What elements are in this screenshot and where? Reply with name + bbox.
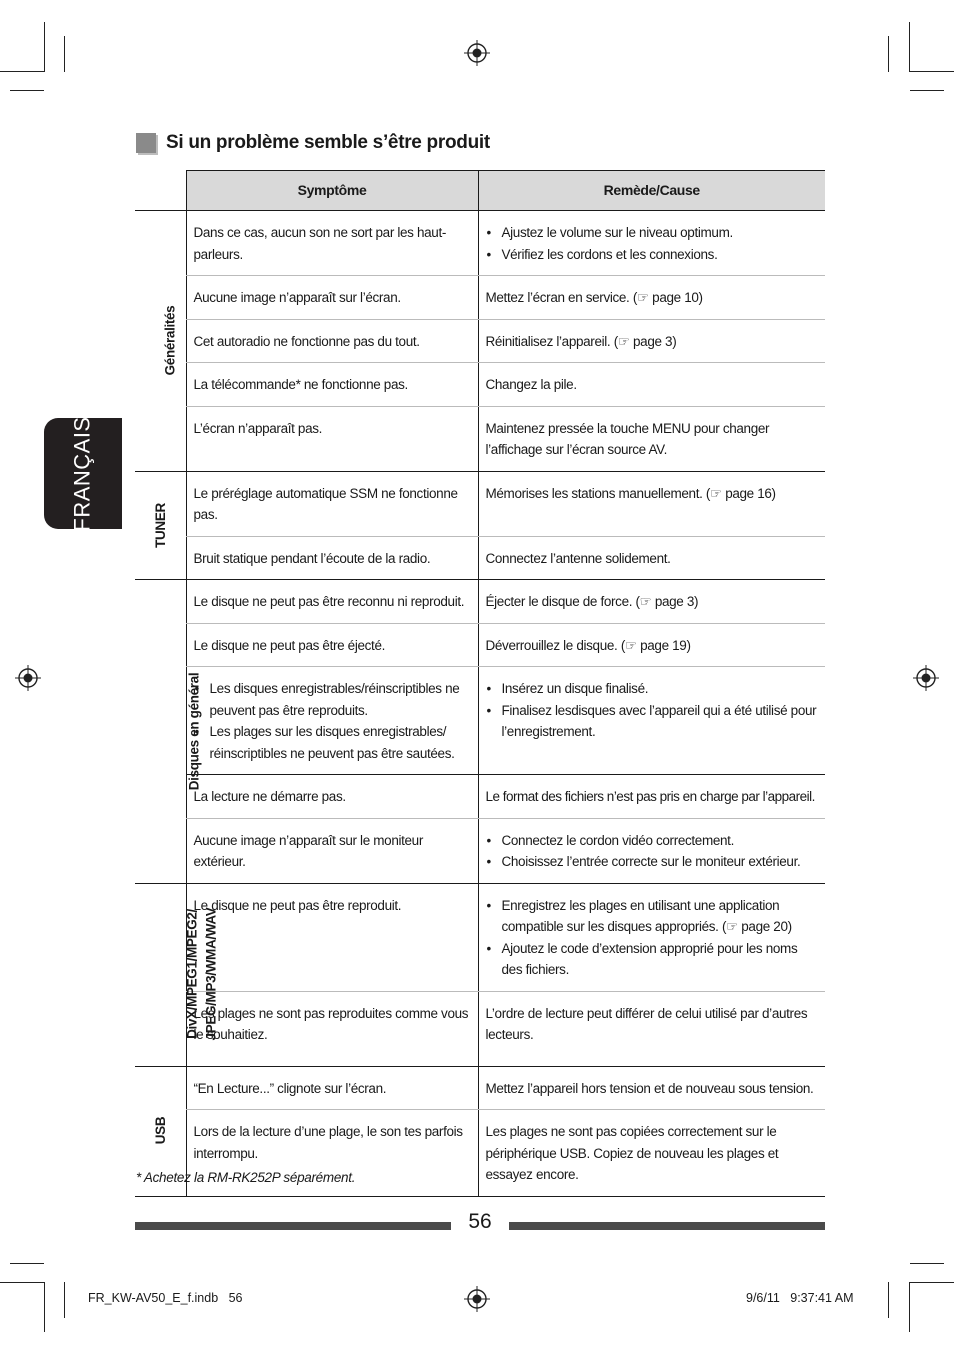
list-item: • Connectez le cordon vidéo correctement. xyxy=(486,830,820,852)
table-row xyxy=(135,580,825,624)
crop-mark xyxy=(44,22,45,72)
symptom-cell: Les plages ne sont pas reproduites comme vous le souhaitiez. xyxy=(186,991,478,1066)
remedy-cell: L’ordre de lecture peut différer de celui utilisé par d’autres lecteurs. xyxy=(478,991,825,1066)
remedy-cell: Le format des fichiers n’est pas pris en charge par l’appareil. xyxy=(478,775,825,819)
list-item: • Enregistrez les plages en utilisant une application compatible sur les disques appropriés. (☞ page 20) xyxy=(486,895,820,938)
crop-mark xyxy=(910,1282,954,1283)
crop-mark xyxy=(909,22,910,72)
table-row xyxy=(135,211,825,276)
registration-mark-icon xyxy=(913,665,939,691)
remedy-cell: Mettez l’écran en service. (☞ page 10) xyxy=(478,276,825,320)
table-row xyxy=(135,883,825,991)
heading-marker-icon xyxy=(136,133,156,153)
table-header-row xyxy=(135,171,825,211)
print-slug-file: FR_KW-AV50_E_f.indb 56 xyxy=(88,1291,243,1305)
remedy-cell: Éjecter le disque de force. (☞ page 3) xyxy=(478,580,825,624)
symptom-cell: Le disque ne peut pas être reproduit. xyxy=(186,883,478,991)
list-item: • Ajustez le volume sur le niveau optimum. xyxy=(486,222,820,244)
symptom-cell xyxy=(186,667,478,775)
symptom-cell: Aucune image n’apparaît sur le moniteur extérieur. xyxy=(186,818,478,883)
crop-mark xyxy=(910,1263,944,1264)
list-item: • Les disques enregistrables/réinscriptibles ne peuvent pas être reproduits. xyxy=(194,678,472,721)
crop-mark xyxy=(0,71,44,72)
symptom-cell: Cet autoradio ne fonctionne pas du tout. xyxy=(186,319,478,363)
registration-mark-icon xyxy=(464,40,490,66)
category-label-line: JPEG/MP3/WMA/WAV xyxy=(203,907,219,1041)
table-row xyxy=(135,667,825,775)
remedy-cell: Mémorises les stations manuellement. (☞ page 16) xyxy=(478,471,825,536)
category-label xyxy=(182,907,220,1040)
table-row xyxy=(135,1066,825,1110)
category-cell xyxy=(135,883,219,1066)
table-row xyxy=(135,536,825,580)
remedy-cell: Réinitialisez l’appareil. (☞ page 3) xyxy=(478,319,825,363)
remedy-cell xyxy=(478,883,825,991)
symptom-cell: “En Lecture...” clignote sur l’écran. xyxy=(186,1066,478,1110)
category-cell xyxy=(135,580,202,884)
remedy-cell xyxy=(478,818,825,883)
page-number-bar-left xyxy=(135,1222,451,1230)
language-tab-label-wrap xyxy=(44,415,122,532)
crop-mark xyxy=(909,1282,910,1332)
table-row xyxy=(135,363,825,407)
troubleshooting-table xyxy=(135,170,825,1197)
list-item: • Finalisez lesdisques avec l’appareil qui a été utilisé pour l’enregistrement. xyxy=(486,700,820,743)
list-item: • Insérez un disque finalisé. xyxy=(486,678,820,700)
category-label: Généralités xyxy=(162,305,178,376)
symptom-cell: Aucune image n’apparaît sur l’écran. xyxy=(186,276,478,320)
section-title: Si un problème semble s’être produit xyxy=(166,132,490,153)
remedy-cell: Maintenez pressée la touche MENU pour changer l’affichage sur l’écran source AV. xyxy=(478,406,825,471)
crop-mark xyxy=(0,1282,44,1283)
remedy-header: Remède/Cause xyxy=(478,171,825,211)
symptom-cell: La lecture ne démarre pas. xyxy=(186,775,478,819)
registration-mark-icon xyxy=(15,665,41,691)
symptom-cell: Le disque ne peut pas être éjecté. xyxy=(186,623,478,667)
page-number-bar-right xyxy=(509,1222,825,1230)
print-slug-timestamp: 9/6/11 9:37:41 AM xyxy=(746,1291,854,1305)
crop-mark xyxy=(10,90,44,91)
symptom-cell: Le préréglage automatique SSM ne fonctionne pas. xyxy=(186,471,478,536)
category-label: TUNER xyxy=(152,502,168,548)
crop-mark xyxy=(910,90,944,91)
list-item: • Vérifiez les cordons et les connexions. xyxy=(486,244,820,266)
crop-mark xyxy=(888,36,889,72)
list-item: • Ajoutez le code d’extension approprié pour les noms des fichiers. xyxy=(486,938,820,981)
category-cell xyxy=(135,211,186,472)
crop-mark xyxy=(64,1282,65,1318)
symptom-cell: Le disque ne peut pas être reconnu ni reproduit. xyxy=(186,580,478,624)
symptom-cell: La télécommande* ne fonctionne pas. xyxy=(186,363,478,407)
language-tab-label: FRANÇAIS xyxy=(70,415,95,532)
page-number: 56 xyxy=(468,1210,492,1233)
symptom-cell: Bruit statique pendant l’écoute de la radio. xyxy=(186,536,478,580)
crop-mark xyxy=(888,1282,889,1318)
remedy-cell: Les plages ne sont pas copiées correctement sur le périphérique USB. Copiez de nouveau les plages et essayez encore. xyxy=(478,1110,825,1197)
table-row xyxy=(135,991,825,1066)
remedy-cell: Changez la pile. xyxy=(478,363,825,407)
table-row xyxy=(135,319,825,363)
symptom-header: Symptôme xyxy=(186,171,478,211)
crop-mark xyxy=(44,1282,45,1332)
remedy-cell: Mettez l’appareil hors tension et de nouveau sous tension. xyxy=(478,1066,825,1110)
remedy-cell: Connectez l’antenne solidement. xyxy=(478,536,825,580)
remedy-cell xyxy=(478,211,825,276)
crop-mark xyxy=(10,1263,44,1264)
symptom-cell: Lors de la lecture d’une plage, le son tes parfois interrompu. xyxy=(186,1110,478,1197)
table-row xyxy=(135,818,825,883)
category-label: Disques en général xyxy=(186,672,202,790)
crop-mark xyxy=(910,71,954,72)
symptom-cell: L’écran n’apparaît pas. xyxy=(186,406,478,471)
category-header xyxy=(135,171,186,211)
list-item: • Les plages sur les disques enregistrables/ réinscriptibles ne peuvent pas être sautées. xyxy=(194,721,472,764)
remedy-cell xyxy=(478,667,825,775)
footnote: * Achetez la RM-RK252P séparément. xyxy=(136,1170,356,1185)
category-label-line: DivX/MPEG1/MPEG2/ xyxy=(184,908,200,1039)
table-row xyxy=(135,775,825,819)
list-item: • Choisissez l’entrée correcte sur le moniteur extérieur. xyxy=(486,851,820,873)
table-row xyxy=(135,471,825,536)
remedy-cell: Déverrouillez le disque. (☞ page 19) xyxy=(478,623,825,667)
table-row xyxy=(135,406,825,471)
table-row xyxy=(135,276,825,320)
crop-mark xyxy=(64,36,65,72)
section-heading xyxy=(136,132,490,154)
symptom-cell: Dans ce cas, aucun son ne sort par les haut-parleurs. xyxy=(186,211,478,276)
table-row xyxy=(135,623,825,667)
category-cell xyxy=(135,471,186,580)
category-label: USB xyxy=(152,1117,168,1145)
registration-mark-icon xyxy=(464,1286,490,1312)
